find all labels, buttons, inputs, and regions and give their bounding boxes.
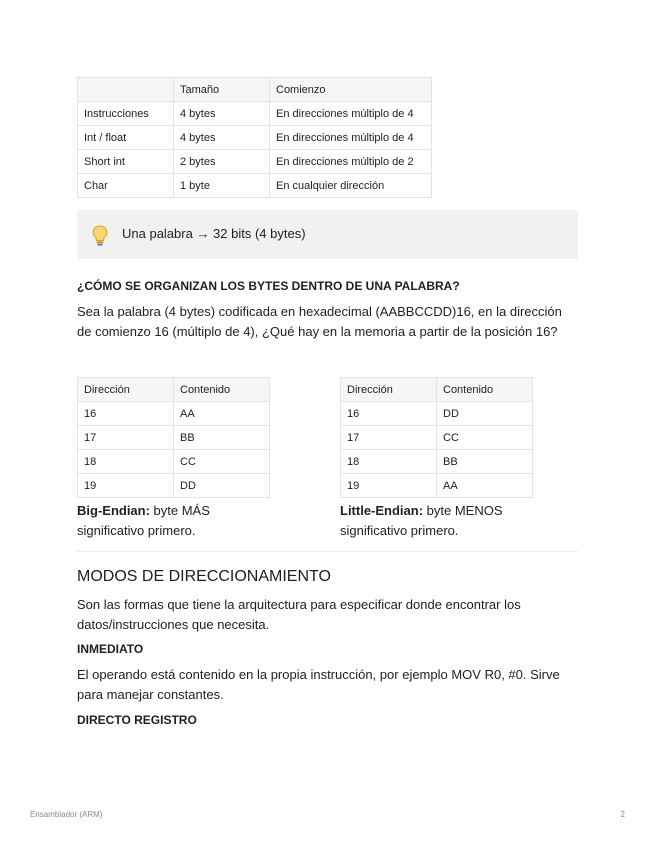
header-cell: Contenido: [437, 378, 533, 402]
table-header-row: [78, 78, 432, 102]
little-endian-caption: [340, 501, 540, 540]
big-endian-description: byte MÁS significativo primero.: [77, 503, 210, 538]
table-row: [341, 450, 533, 474]
callout-text: Una palabra → 32 bits (4 bytes): [122, 226, 306, 241]
table-row: [78, 174, 432, 198]
table-row: [78, 126, 432, 150]
table-cell: 2 bytes: [174, 150, 270, 174]
table-row: [341, 402, 533, 426]
little-endian-table: [340, 377, 533, 498]
table-cell: CC: [174, 450, 270, 474]
big-endian-table: [77, 377, 270, 498]
table-cell: BB: [174, 426, 270, 450]
bytes-organization-heading: ¿CÓMO SE ORGANIZAN LOS BYTES DENTRO DE UNA PALABRA?: [77, 279, 460, 293]
table-cell: 4 bytes: [174, 126, 270, 150]
table-cell: En cualquier dirección: [270, 174, 432, 198]
page-number: 2: [620, 810, 625, 819]
table-header-row: [78, 378, 270, 402]
bytes-organization-paragraph: Sea la palabra (4 bytes) codificada en hexadecimal (AABBCCDD)16, en la dirección de comienzo 16 (múltiplo de 4), ¿Qué hay en la memoria a partir de la posición 16?: [77, 304, 562, 339]
header-cell: [78, 78, 174, 102]
table-header-row: [341, 378, 533, 402]
footer-document-title: Ensamblador (ARM): [30, 810, 103, 819]
table-cell: Int / float: [78, 126, 174, 150]
table-cell: En direcciones múltiplo de 2: [270, 150, 432, 174]
table-row: [78, 474, 270, 498]
table-cell: 19: [78, 474, 174, 498]
table-row: [78, 102, 432, 126]
section-divider: [77, 551, 578, 552]
table-row: [341, 426, 533, 450]
header-cell: Comienzo: [270, 78, 432, 102]
table-cell: 17: [78, 426, 174, 450]
table-cell: 19: [341, 474, 437, 498]
lightbulb-icon: [92, 225, 108, 252]
header-cell: Dirección: [78, 378, 174, 402]
table-cell: AA: [174, 402, 270, 426]
table-cell: 4 bytes: [174, 102, 270, 126]
table-row: [78, 150, 432, 174]
big-endian-caption: [77, 501, 277, 540]
header-cell: Tamaño: [174, 78, 270, 102]
little-endian-label: Little-Endian:: [340, 503, 424, 518]
immediate-heading: INMEDIATO: [77, 642, 144, 656]
addressing-modes-heading: MODOS DE DIRECCIONAMIENTO: [77, 568, 331, 585]
header-cell: Contenido: [174, 378, 270, 402]
table-row: [78, 450, 270, 474]
table-cell: Char: [78, 174, 174, 198]
header-cell: Dirección: [341, 378, 437, 402]
table-cell: DD: [174, 474, 270, 498]
immediate-paragraph: El operando está contenido en la propia instrucción, por ejemplo MOV R0, #0. Sirve para manejar constantes.: [77, 667, 560, 702]
table-cell: DD: [437, 402, 533, 426]
table-cell: 17: [341, 426, 437, 450]
table-cell: 1 byte: [174, 174, 270, 198]
data-sizes-table: [77, 77, 432, 198]
big-endian-label: Big-Endian:: [77, 503, 150, 518]
table-row: [341, 474, 533, 498]
table-cell: Short int: [78, 150, 174, 174]
table-cell: 18: [78, 450, 174, 474]
table-row: [78, 402, 270, 426]
table-row: [78, 426, 270, 450]
table-cell: Instrucciones: [78, 102, 174, 126]
table-cell: CC: [437, 426, 533, 450]
addressing-modes-paragraph: Son las formas que tiene la arquitectura para especificar donde encontrar los datos/instrucciones que necesita.: [77, 597, 521, 632]
table-cell: BB: [437, 450, 533, 474]
direct-register-heading: DIRECTO REGISTRO: [77, 713, 197, 727]
table-cell: En direcciones múltiplo de 4: [270, 102, 432, 126]
word-size-callout: [77, 210, 578, 259]
table-cell: AA: [437, 474, 533, 498]
table-cell: 18: [341, 450, 437, 474]
table-cell: 16: [341, 402, 437, 426]
table-cell: 16: [78, 402, 174, 426]
table-cell: En direcciones múltiplo de 4: [270, 126, 432, 150]
little-endian-description: byte MENOS significativo primero.: [340, 503, 503, 538]
